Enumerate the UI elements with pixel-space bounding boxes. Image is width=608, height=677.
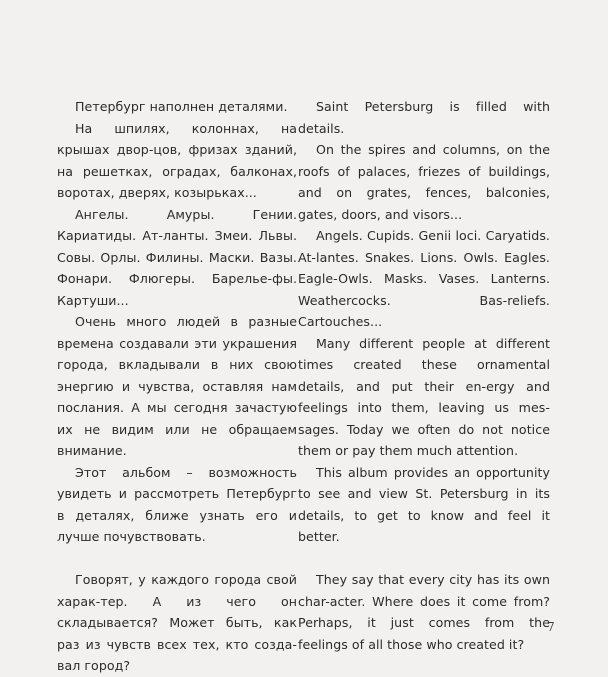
en-paragraph-6: They say that every city has its own char-acter. Where does it come from? Perhaps, it just comes from the feelings of all those who created it? xyxy=(298,572,550,652)
russian-text-column xyxy=(57,96,297,677)
ru-paragraph-5: Этот альбом – возможность увидеть и рассмотреть Петербург в деталях, ближе узнать его и лучше почувствовать. xyxy=(57,464,297,544)
paragraph-gap xyxy=(298,548,550,570)
ru-paragraph-2: На шпилях, колоннах, на крышах двор-цов, фризах зданий, на решетках, оградах, балконах, воротах, дверях, козырьках... xyxy=(57,120,297,200)
en-paragraph-5: This album provides an opportunity to see and view St. Petersburg in its details, to get to know and feel it better. xyxy=(298,464,550,544)
en-paragraph-4: Many different people at different times created these ornamental details, and put their en-ergy and feelings into them, leaving us mes-sages. Today we often do not notice them or pay them much attention. xyxy=(298,335,550,458)
ru-paragraph-6: Говорят, у каждого города свой харак-тер. А из чего он складывается? Может быть, как раз из чувств всех тех, кто созда-вал город? xyxy=(57,572,297,673)
paragraph-gap xyxy=(57,548,297,570)
english-text-column xyxy=(298,96,550,655)
ru-paragraph-1: Петербург наполнен деталями. xyxy=(75,99,288,114)
en-paragraph-3: Angels. Cupids. Genii loci. Caryatids. At-lantes. Snakes. Lions. Owls. Eagles. Eagle-Owls. Masks. Vases. Lanterns. Weathercocks. Bas-reliefs. Cartouches... xyxy=(298,228,550,329)
page-number: 7 xyxy=(547,620,555,634)
ru-paragraph-4: Очень много людей в разные времена создавали эти украшения города, вкладывали в них свою энергию и чувства, оставляя нам послания. А мы сегодня зачастую их не видим или не обращаем внимание. xyxy=(57,314,297,458)
en-paragraph-1: Saint Petersburg is filled with details. xyxy=(298,99,550,136)
en-paragraph-2: On the spires and columns, on the roofs of palaces, friezes of buildings, and on grates, fences, balconies, gates, doors, and visors... xyxy=(298,142,550,222)
ru-paragraph-3: Ангелы. Амуры. Гении. Кариатиды. Ат-ланты. Змеи. Львы. Совы. Орлы. Филины. Маски. Вазы. Фонари. Флюгеры. Барелье-фы. Картуши... xyxy=(57,206,297,308)
